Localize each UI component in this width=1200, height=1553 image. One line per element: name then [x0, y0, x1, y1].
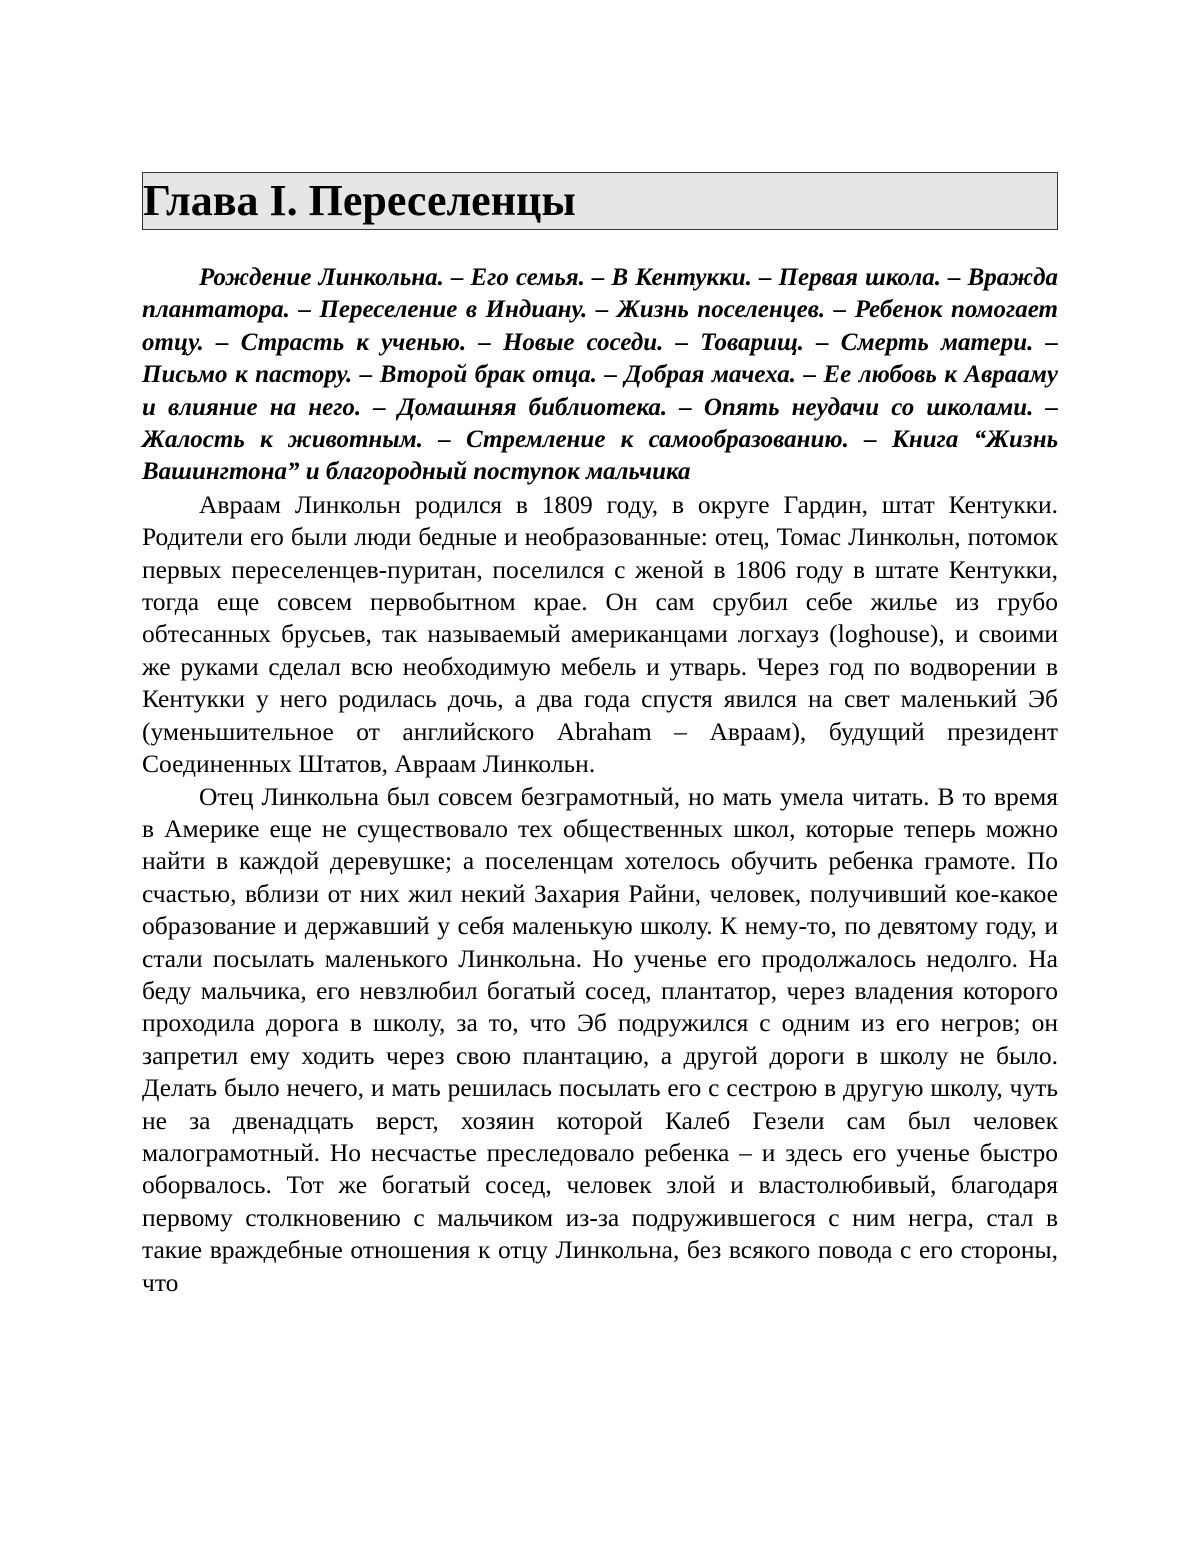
chapter-title: Глава I. Переселенцы: [142, 172, 1058, 230]
chapter-summary: Рождение Линкольна. – Его семья. – В Кентукки. – Первая школа. – Вражда плантатора. – Переселение в Индиану. – Жизнь поселенцев. – Ребенок помогает отцу. – Страсть к ученью. – Новые соседи. – Товарищ. – Смерть матери. – Письмо к пастору. – Второй брак отца. – Добрая мачеха. – Ее любовь к Аврааму и влияние на него. – Домашняя библиотека. – Опять неудачи со школами. – Жалость к животным. – Стремление к самообразованию. – Книга “Жизнь Вашингтона” и благородный поступок мальчика: [142, 262, 1058, 489]
body-paragraph-2: Отец Линкольна был совсем безграмотный, но мать умела читать. В то время в Америке еще не существовало тех общественных школ, которые теперь можно найти в каждой деревушке; а поселенцам хотелось обучить ребенка грамоте. По счастью, вблизи от них жил некий Захария Райни, человек, получивший кое-какое образование и державший у себя маленькую школу. К нему-то, по девятому году, и стали посылать маленького Линкольна. Но ученье его продолжалось недолго. На беду мальчика, его невзлюбил богатый сосед, плантатор, через владения которого проходила дорога в школу, за то, что Эб подружился с одним из его негров; он запретил ему ходить через свою плантацию, а другой дороги в школу не было. Делать было нечего, и мать решилась посылать его с сестрою в другую школу, чуть не за двенадцать верст, хозяин которой Калеб Гезели сам был человек малограмотный. Но несчастье преследовало ребенка – и здесь его ученье быстро оборвалось. Тот же богатый сосед, человек злой и властолюбивый, благодаря первому столкновению с мальчиком из-за подружившегося с ним негра, стал в такие враждебные отношения к отцу Линкольна, без всякого повода с его стороны, что: [142, 781, 1058, 1300]
document-page: [142, 172, 1058, 1299]
body-paragraph-1: Авраам Линкольн родился в 1809 году, в округе Гардин, штат Кентукки. Родители его были люди бедные и необразованные: отец, Томас Линкольн, потомок первых переселенцев-пуритан, поселился с женой в 1806 году в штате Кентукки, тогда еще совсем первобытном крае. Он сам срубил себе жилье из грубо обтесанных брусьев, так называемый американцами логхауз (loghouse), и своими же руками сделал всю необходимую мебель и утварь. Через год по водворении в Кентукки у него родилась дочь, а два года спустя явился на свет маленький Эб (уменьшительное от английского Abraham – Авраам), будущий президент Соединенных Штатов, Авраам Линкольн.: [142, 489, 1058, 781]
